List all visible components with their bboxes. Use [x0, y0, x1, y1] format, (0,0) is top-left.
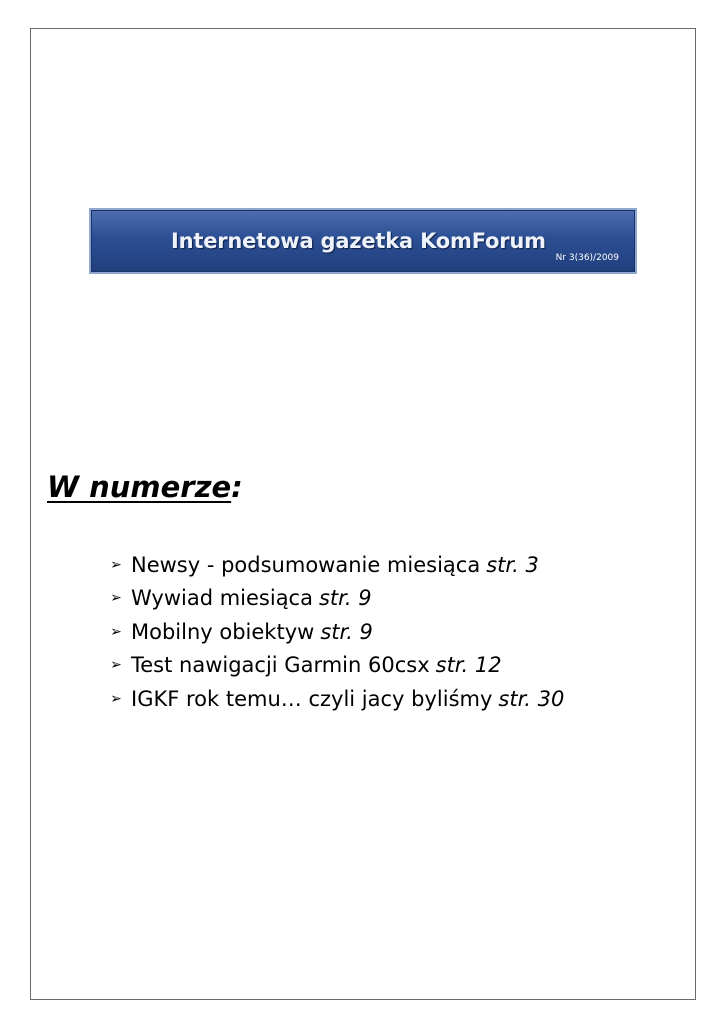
toc-item-page: str. 9 [318, 586, 372, 611]
toc-item [107, 582, 564, 616]
issue-number: Nr 3(36)/2009 [555, 253, 619, 263]
toc-item-title: Newsy - podsumowanie miesiąca [131, 552, 481, 577]
toc-item [107, 615, 564, 649]
toc-item-title: Test nawigacji Garmin 60csx [131, 653, 430, 678]
toc-item-page: str. 3 [486, 552, 539, 577]
toc-item [107, 548, 564, 582]
toc-item-title: Mobilny obiektyw [131, 619, 315, 644]
arrow-bullet-icon: ➢ [110, 590, 122, 607]
toc-item [107, 649, 564, 683]
arrow-bullet-icon: ➢ [110, 690, 122, 707]
toc-heading [47, 470, 243, 504]
toc-item-title: IGKF rok temu… czyli jacy byliśmy [131, 686, 493, 711]
toc-item [107, 682, 564, 716]
toc-heading-text: W numerze [47, 470, 232, 504]
toc-list [107, 548, 564, 716]
arrow-bullet-icon: ➢ [110, 623, 122, 640]
masthead-title: Internetowa gazetka KomForum [171, 229, 546, 253]
toc-item-page: str. 9 [320, 619, 373, 644]
toc-item-page: str. 12 [435, 653, 502, 678]
page-border [30, 28, 696, 1000]
toc-item-page: str. 30 [498, 686, 565, 711]
arrow-bullet-icon: ➢ [110, 657, 122, 674]
masthead-banner [89, 208, 637, 274]
toc-item-title: Wywiad miesiąca [131, 586, 313, 611]
toc-heading-colon: : [231, 470, 243, 504]
arrow-bullet-icon: ➢ [110, 556, 122, 573]
